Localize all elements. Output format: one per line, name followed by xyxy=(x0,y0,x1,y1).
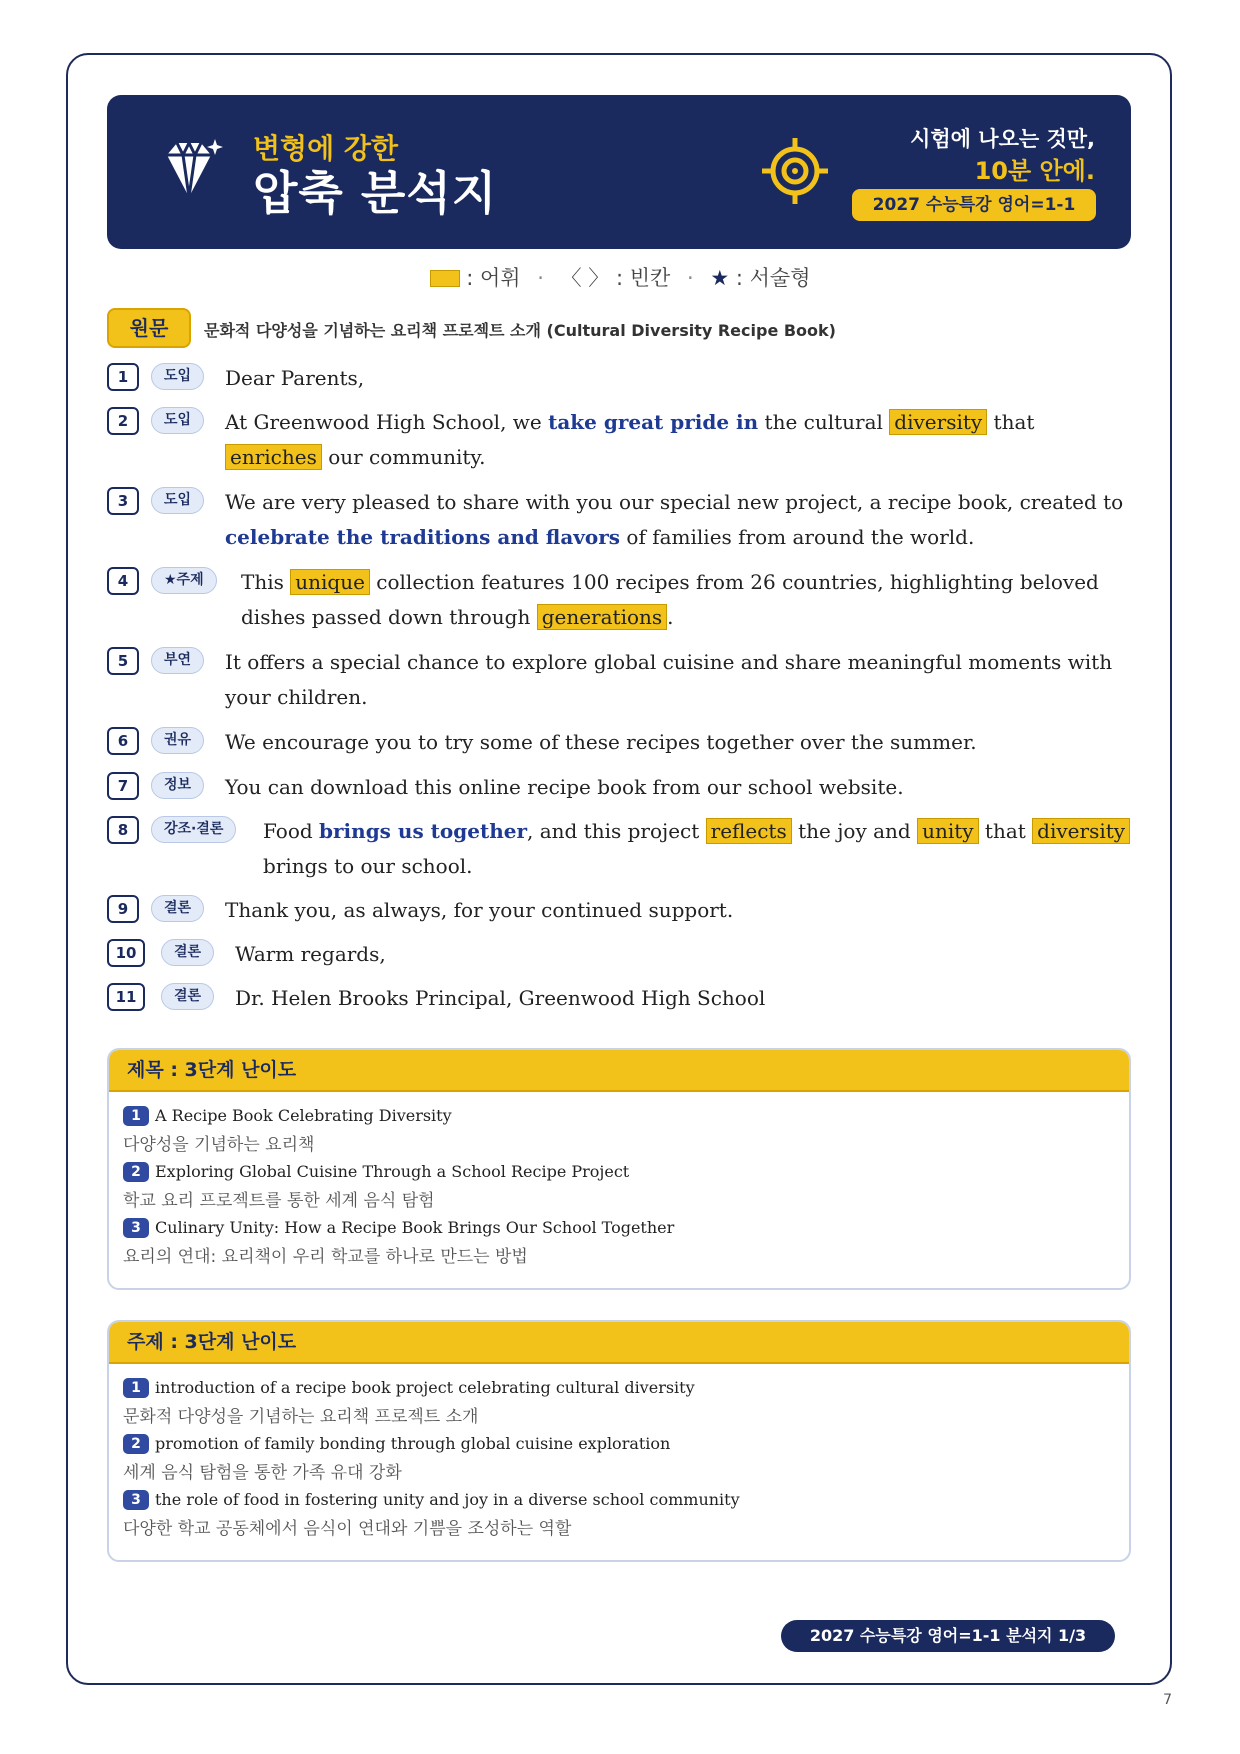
slogan-line2: 10분 안에. xyxy=(974,157,1095,185)
option-item xyxy=(123,1378,695,1427)
text-fragment: , and this project xyxy=(527,819,706,843)
sentence-number: 5 xyxy=(107,647,139,675)
sentence-number: 3 xyxy=(107,487,139,515)
target-icon xyxy=(762,138,828,204)
sentence-text xyxy=(241,565,1131,635)
option-english-line xyxy=(123,1106,452,1126)
vocab-highlight: unity xyxy=(917,818,979,844)
sentence-tag: 정보 xyxy=(151,772,204,799)
star-icon: ★ xyxy=(710,266,730,290)
option-korean: 요리의 연대: 요리책이 우리 학교를 하나로 만드는 방법 xyxy=(123,1247,528,1267)
option-item xyxy=(123,1490,740,1539)
text-fragment: of families from around the world. xyxy=(620,525,975,549)
option-english: the role of food in fostering unity and joy in a diverse school community xyxy=(155,1490,740,1509)
page-title: 압축 분석지 xyxy=(253,166,498,220)
sentence-tag: ★주제 xyxy=(151,567,217,594)
option-item xyxy=(123,1218,674,1267)
page-number: 7 xyxy=(1163,1692,1172,1708)
text-fragment: collection features 100 recipes from 26 countries, highlighting beloved dishes passed down through xyxy=(241,570,1099,629)
legend-separator: · xyxy=(686,266,694,290)
text-fragment: We are very pleased to share with you our special new project, a recipe book, created to xyxy=(225,490,1124,514)
sentence-text xyxy=(225,645,1131,715)
legend xyxy=(0,262,1240,292)
sentence-tag: 강조·결론 xyxy=(151,816,236,843)
text-fragment: At Greenwood High School, we xyxy=(225,410,549,434)
text-fragment: that xyxy=(987,410,1035,434)
sentence-text xyxy=(225,725,1131,760)
text-fragment: You can download this online recipe book from our school website. xyxy=(225,775,904,799)
sentence-number: 10 xyxy=(107,939,145,967)
sentence-number: 9 xyxy=(107,895,139,923)
topic-box-heading: 주제 : 3단계 난이도 xyxy=(109,1322,1129,1364)
key-phrase: brings us together xyxy=(319,819,527,843)
legend-essay: : 서술형 xyxy=(735,266,811,290)
legend-vocab: : 어휘 xyxy=(466,266,521,290)
option-korean: 세계 음식 탐험을 통한 가족 유대 강화 xyxy=(123,1463,402,1483)
text-fragment: the cultural xyxy=(758,410,890,434)
sentence-text xyxy=(225,405,1131,475)
title-options-box xyxy=(107,1048,1131,1290)
sentence-text xyxy=(225,893,1131,928)
header-subtitle: 변형에 강한 xyxy=(253,132,398,165)
sentence-number: 2 xyxy=(107,407,139,435)
vocab-highlight: unique xyxy=(290,569,370,595)
option-english: Exploring Global Cuisine Through a School Recipe Project xyxy=(155,1162,630,1181)
sentence-tag: 부연 xyxy=(151,647,204,674)
vocab-highlight: generations xyxy=(537,604,667,630)
original-title: 문화적 다양성을 기념하는 요리책 프로젝트 소개 (Cultural Diversity Recipe Book) xyxy=(204,321,836,340)
sentence-number: 4 xyxy=(107,567,139,595)
footer-badge: 2027 수능특강 영어=1-1 분석지 1/3 xyxy=(781,1620,1115,1652)
option-english-line xyxy=(123,1490,740,1510)
diamond-icon xyxy=(157,137,223,201)
vocab-swatch xyxy=(430,270,460,287)
text-fragment: Warm regards, xyxy=(235,942,386,966)
text-fragment: This xyxy=(241,570,291,594)
vocab-highlight: enriches xyxy=(225,444,322,470)
option-number: 3 xyxy=(123,1218,149,1238)
text-fragment: that xyxy=(978,819,1033,843)
text-fragment: . xyxy=(667,605,674,629)
text-fragment: Thank you, as always, for your continued support. xyxy=(225,898,734,922)
key-phrase: celebrate the traditions and flavors xyxy=(225,525,621,549)
vocab-highlight: diversity xyxy=(1032,818,1130,844)
original-label: 원문 xyxy=(107,308,191,348)
option-item xyxy=(123,1162,629,1211)
text-fragment: our community. xyxy=(321,445,486,469)
sentence-text xyxy=(263,814,1131,884)
text-fragment: Dr. Helen Brooks Principal, Greenwood High School xyxy=(235,986,766,1010)
text-fragment: Dear Parents, xyxy=(225,366,365,390)
sentence-tag: 결론 xyxy=(161,983,214,1010)
sentence-number: 11 xyxy=(107,983,145,1011)
sentence-text xyxy=(225,770,1131,805)
option-english-line xyxy=(123,1434,670,1454)
sentence-text xyxy=(225,361,1131,396)
sentence-number: 6 xyxy=(107,727,139,755)
sentence-text xyxy=(235,937,1131,972)
text-fragment: the joy and xyxy=(791,819,918,843)
option-english: Culinary Unity: How a Recipe Book Brings Our School Together xyxy=(155,1218,675,1237)
vocab-highlight: diversity xyxy=(889,409,987,435)
sentence-number: 1 xyxy=(107,363,139,391)
slogan-line1: 시험에 나오는 것만, xyxy=(910,127,1095,151)
sentence-tag: 도입 xyxy=(151,407,204,434)
option-korean: 학교 요리 프로젝트를 통한 세계 음식 탐험 xyxy=(123,1191,435,1211)
option-english: introduction of a recipe book project celebrating cultural diversity xyxy=(155,1378,695,1397)
option-english: promotion of family bonding through global cuisine exploration xyxy=(155,1434,671,1453)
key-phrase: take great pride in xyxy=(548,410,759,434)
option-korean: 다양한 학교 공동체에서 음식이 연대와 기쁨을 조성하는 역할 xyxy=(123,1519,572,1539)
header-banner xyxy=(107,95,1131,249)
sentence-tag: 권유 xyxy=(151,727,204,754)
sentence-tag: 도입 xyxy=(151,363,204,390)
option-number: 3 xyxy=(123,1490,149,1510)
option-item xyxy=(123,1106,452,1155)
text-fragment: We encourage you to try some of these recipes together over the summer. xyxy=(225,730,977,754)
text-fragment: Food xyxy=(263,819,320,843)
book-code-badge: 2027 수능특강 영어=1-1 xyxy=(852,189,1096,221)
legend-separator: · xyxy=(537,266,544,290)
text-fragment: It offers a special chance to explore global cuisine and share meaningful moments with your children. xyxy=(225,650,1113,709)
legend-blank: : 빈칸 xyxy=(615,266,671,290)
option-item xyxy=(123,1434,670,1483)
option-number: 1 xyxy=(123,1378,149,1398)
option-number: 2 xyxy=(123,1434,149,1454)
topic-options-box xyxy=(107,1320,1131,1562)
sentence-number: 7 xyxy=(107,772,139,800)
legend-blank-symbol: 〈 〉 xyxy=(560,266,610,290)
title-box-heading: 제목 : 3단계 난이도 xyxy=(109,1050,1129,1092)
sentence-number: 8 xyxy=(107,816,139,844)
option-english-line xyxy=(123,1162,629,1182)
text-fragment: brings to our school. xyxy=(263,854,473,878)
sentence-tag: 도입 xyxy=(151,487,204,514)
sentence-text xyxy=(225,485,1131,555)
vocab-highlight: reflects xyxy=(706,818,792,844)
option-english-line xyxy=(123,1218,674,1238)
option-korean: 다양성을 기념하는 요리책 xyxy=(123,1135,315,1155)
sentence-tag: 결론 xyxy=(161,939,214,966)
option-korean: 문화적 다양성을 기념하는 요리책 프로젝트 소개 xyxy=(123,1407,479,1427)
option-number: 2 xyxy=(123,1162,149,1182)
sentence-text xyxy=(235,981,1131,1016)
option-english-line xyxy=(123,1378,695,1398)
option-english: A Recipe Book Celebrating Diversity xyxy=(155,1106,452,1125)
sentence-tag: 결론 xyxy=(151,895,204,922)
option-number: 1 xyxy=(123,1106,149,1126)
